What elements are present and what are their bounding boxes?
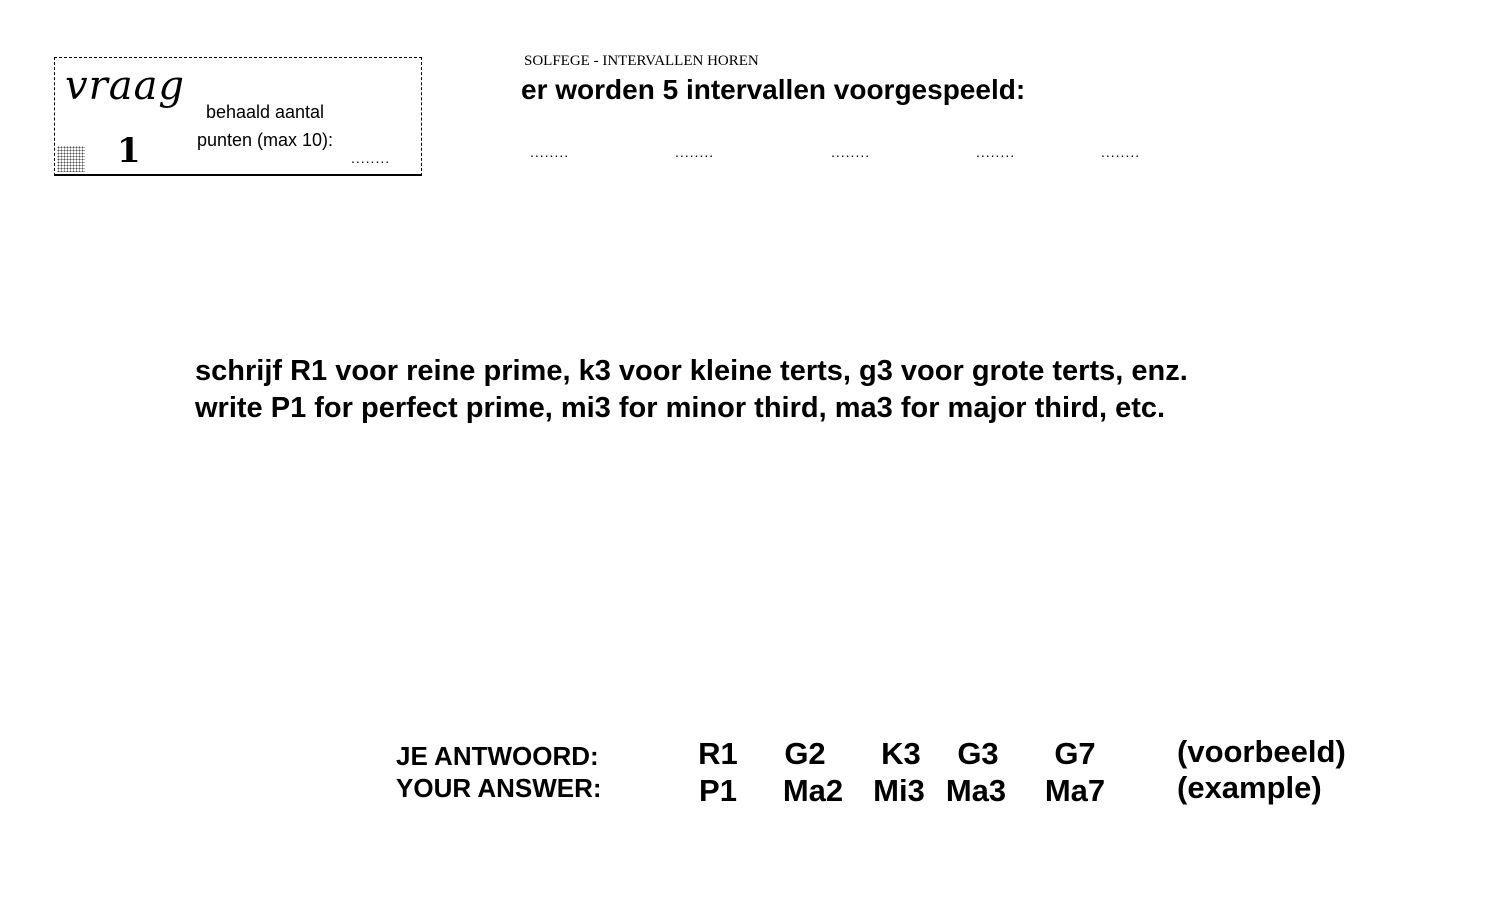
answer-label-english: YOUR ANSWER: [396,773,602,803]
example-answer-dutch: G3 [957,736,999,771]
score-label: behaald aantal punten (max 10): [196,102,334,150]
instruction-dutch: schrijf R1 voor reine prime, k3 voor kleine terts, g3 voor grote terts, enz. [195,355,1188,387]
answer-blank-3[interactable]: ........ [831,144,871,160]
example-answer-dutch: G2 [784,736,826,771]
instruction-english: write P1 for perfect prime, mi3 for minor third, ma3 for major third, etc. [195,392,1166,424]
example-answer-english: Ma3 [945,773,1007,808]
example-note-english: (example) [1177,770,1322,805]
question-title: vraag [65,63,186,109]
answer-blank-1[interactable]: ........ [530,144,570,160]
example-answer-english: Ma7 [1044,773,1106,808]
example-answer-dutch: R1 [698,736,738,771]
subject-title: SOLFEGE - INTERVALLEN HOREN [524,53,759,69]
answer-blank-4[interactable]: ........ [976,144,1016,160]
answer-label-dutch: JE ANTWOORD: [396,741,599,771]
score-field[interactable]: ........ [351,150,391,166]
question-number: 1 [117,131,141,171]
answer-blank-2[interactable]: ........ [675,144,715,160]
question-box [54,57,422,176]
example-answer-english: Mi3 [873,773,925,808]
example-answer-english: P1 [699,773,737,808]
page-title: er worden 5 intervallen voorgespeeld: [521,74,1026,105]
dotted-corner-decoration [57,146,85,172]
example-answer-english: Ma2 [782,773,844,808]
answer-blank-5[interactable]: ........ [1101,144,1141,160]
example-answer-dutch: G7 [1054,736,1096,771]
example-answer-dutch: K3 [881,736,921,771]
example-note-dutch: (voorbeeld) [1177,734,1346,769]
